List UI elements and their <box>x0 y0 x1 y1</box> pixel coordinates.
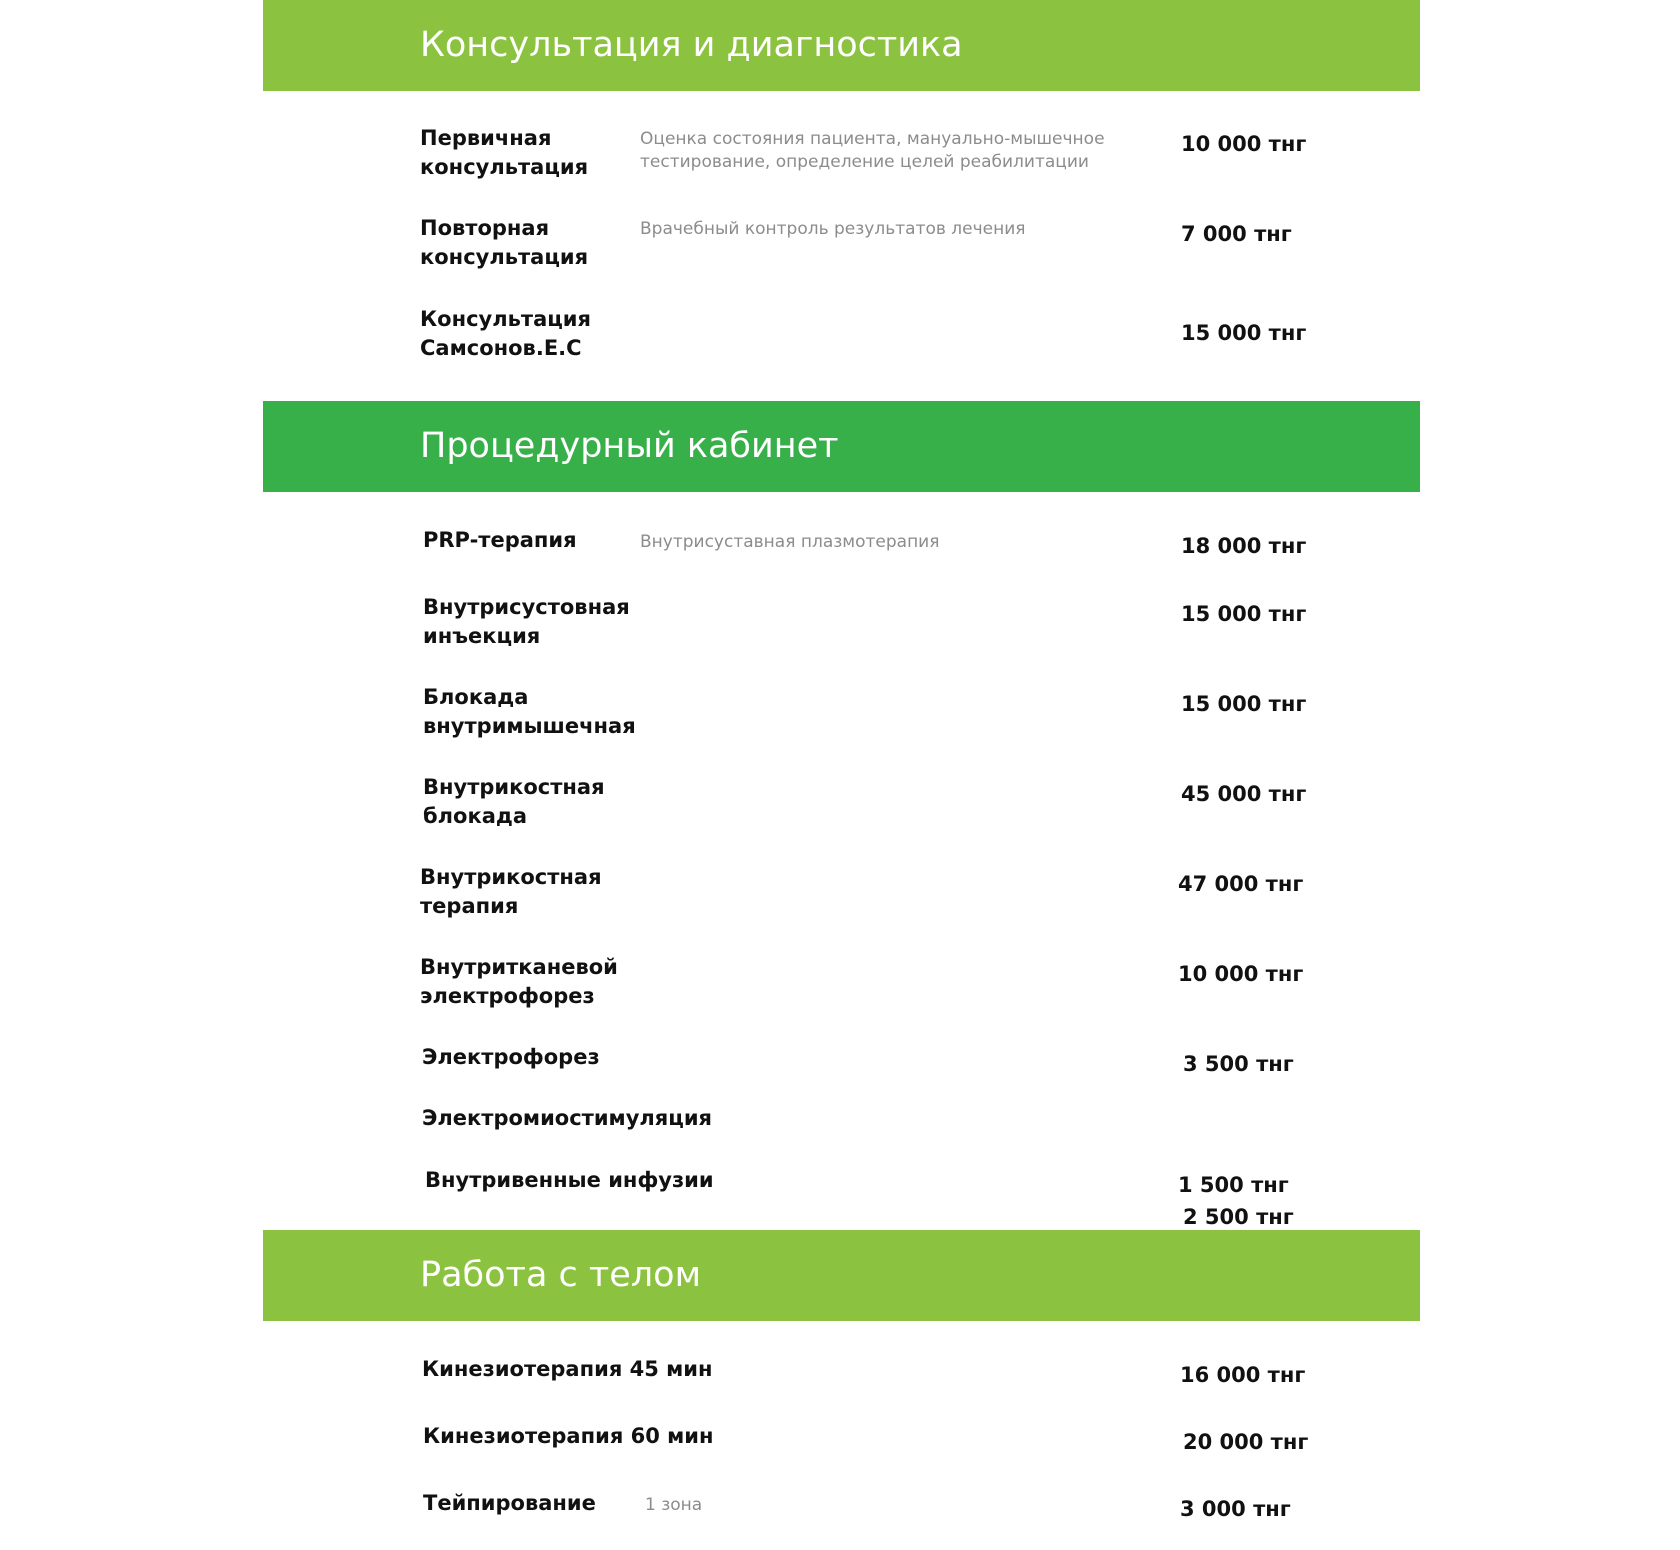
service-name-line: Консультация <box>420 307 592 331</box>
service-price: 2 500 тнг <box>1183 1205 1294 1229</box>
service-price: 3 500 тнг <box>1183 1052 1294 1076</box>
service-description <box>640 218 1026 241</box>
service-name <box>423 526 577 555</box>
service-name <box>422 1355 713 1384</box>
service-description-line: Внутрисуставная плазмотерапия <box>640 532 940 552</box>
service-name-line: Повторная <box>420 216 550 240</box>
service-name-line: инъекция <box>423 624 541 648</box>
section-title: Процедурный кабинет <box>420 426 839 466</box>
service-price: 1 500 тнг <box>1178 1173 1289 1197</box>
service-description-line: тестирование, определение целей реабилитации <box>640 152 1089 172</box>
service-name-line: внутримышечная <box>423 714 636 738</box>
service-price: 10 000 тнг <box>1178 962 1304 986</box>
section-header-procedures <box>263 401 1420 492</box>
service-description-line: Оценка состояния пациента, мануально-мышечное <box>640 129 1105 149</box>
service-description-line: Врачебный контроль результатов лечения <box>640 219 1026 239</box>
service-name-line: консультация <box>420 155 589 179</box>
service-price: 10 000 тнг <box>1181 132 1307 156</box>
section-header-consultation <box>263 0 1420 91</box>
service-name <box>423 683 636 741</box>
service-name-line: консультация <box>420 245 589 269</box>
service-price: 7 000 тнг <box>1181 222 1292 246</box>
service-name-line: Электрофорез <box>422 1045 600 1069</box>
service-name-line: Блокада <box>423 685 529 709</box>
service-description <box>640 128 1105 174</box>
service-price: 16 000 тнг <box>1180 1363 1306 1387</box>
service-name-line: Первичная <box>420 126 552 150</box>
service-price: 15 000 тнг <box>1181 602 1307 626</box>
service-name-line: блокада <box>423 804 528 828</box>
service-name <box>423 593 630 651</box>
service-name <box>420 214 588 272</box>
service-name <box>420 863 602 921</box>
service-description-line: 1 зона <box>645 1495 703 1515</box>
service-name <box>423 1489 596 1518</box>
service-name-line: Кинезиотерапия 45 мин <box>422 1357 713 1381</box>
service-name <box>420 305 591 363</box>
service-price: 18 000 тнг <box>1181 534 1307 558</box>
service-name-line: терапия <box>420 894 519 918</box>
section-title: Консультация и диагностика <box>420 25 963 65</box>
service-price: 3 000 тнг <box>1180 1497 1291 1521</box>
service-name-line: Внутрикостная <box>420 865 602 889</box>
service-name <box>420 124 588 182</box>
service-price: 15 000 тнг <box>1181 692 1307 716</box>
service-name-line: Самсонов.Е.С <box>420 336 582 360</box>
section-header-bodywork <box>263 1230 1420 1321</box>
service-name <box>425 1166 714 1195</box>
service-name <box>422 1104 712 1133</box>
service-name-line: Внутривенные инфузии <box>425 1168 714 1192</box>
service-name-line: Внутрикостная <box>423 775 605 799</box>
service-price: 45 000 тнг <box>1181 782 1307 806</box>
service-price: 47 000 тнг <box>1178 872 1304 896</box>
service-name <box>423 773 605 831</box>
service-name-line: Кинезиотерапия 60 мин <box>423 1424 714 1448</box>
service-name-line: электрофорез <box>420 984 595 1008</box>
service-name <box>423 1422 714 1451</box>
service-name-line: PRP-терапия <box>423 528 577 552</box>
service-description <box>645 1494 702 1517</box>
service-price: 15 000 тнг <box>1181 321 1307 345</box>
section-title: Работа с телом <box>420 1255 701 1295</box>
service-name-line: Внутрисустовная <box>423 595 630 619</box>
service-name-line: Тейпирование <box>423 1491 596 1515</box>
service-name-line: Внутритканевой <box>420 955 618 979</box>
service-name-line: Электромиостимуляция <box>422 1106 713 1130</box>
service-name <box>422 1043 600 1072</box>
service-description <box>640 531 939 554</box>
service-price: 20 000 тнг <box>1183 1430 1309 1454</box>
service-name <box>420 953 618 1011</box>
